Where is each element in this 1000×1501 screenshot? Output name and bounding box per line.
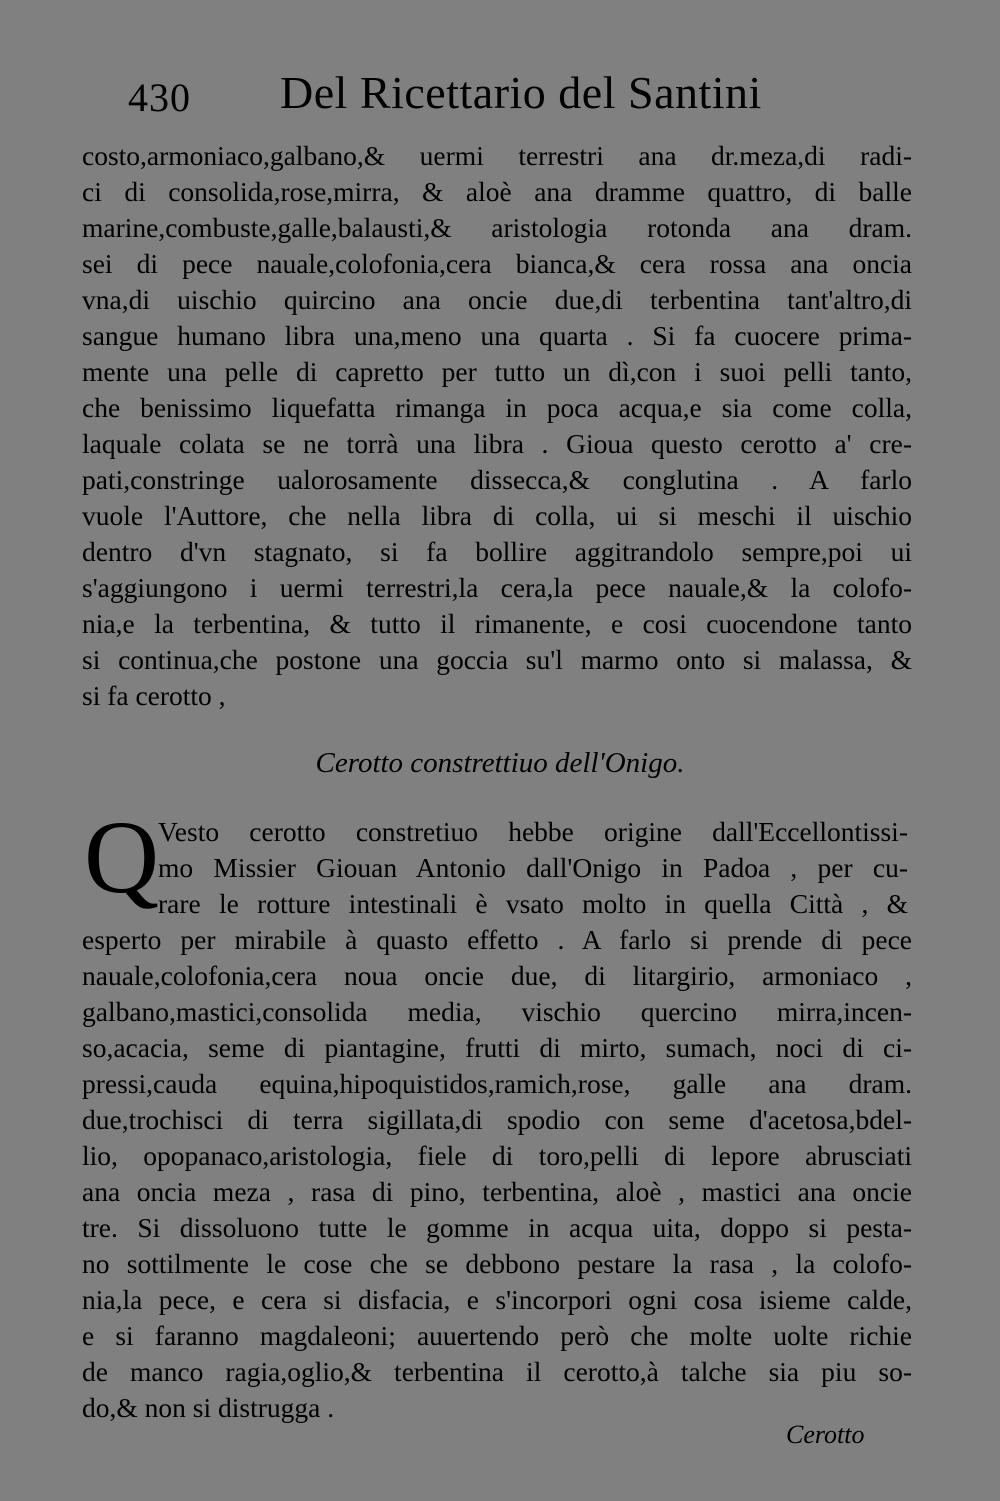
text-line: pressi,cauda equina,hipoquistidos,ramich,rose, galle ana dram. — [82, 1068, 912, 1099]
text-line: due,trochisci di terra sigillata,di spodio con seme d'acetosa,bdel- — [82, 1104, 912, 1135]
text-line: costo,armoniaco,galbano,& uermi terrestri ana dr.meza,di radi- — [82, 140, 912, 171]
catchword: Cerotto — [786, 1420, 865, 1449]
text-line: rare le rotture intestinali è vsato molto in quella Città , & — [158, 888, 908, 919]
text-line: esperto per mirabile à quasto effetto . A farlo si prende di pece — [82, 924, 912, 955]
text-line: de manco ragia,oglio,& terbentina il cerotto,à talche sia piu so- — [82, 1356, 912, 1387]
page-number: 430 — [128, 75, 191, 120]
text-line: nauale,colofonia,cera noua oncie due, di litargirio, armoniaco , — [82, 960, 912, 991]
text-line: galbano,mastici,consolida media, vischio quercino mirra,incen- — [82, 996, 912, 1027]
text-line: ana oncia meza , rasa di pino, terbentina, aloè , mastici ana oncie — [82, 1176, 912, 1207]
text-line: e si faranno magdaleoni; auuertendo però che molte uolte richie — [82, 1320, 912, 1351]
text-line: sei di pece nauale,colofonia,cera bianca,& cera rossa ana oncia — [82, 248, 912, 279]
text-line: laquale colata se ne torrà una libra . Gioua questo cerotto a' cre- — [82, 428, 912, 459]
text-line: Vesto cerotto constretiuo hebbe origine dall'Eccellontissi- — [158, 816, 908, 847]
text-line: nia,la pece, e cera si disfacia, e s'incorpori ogni cosa isieme calde, — [82, 1284, 912, 1315]
text-line: vuole l'Auttore, che nella libra di colla, ui si meschi il uischio — [82, 500, 912, 531]
text-line: che benissimo liquefatta rimanga in poca acqua,e sia come colla, — [82, 392, 912, 423]
text-line: pati,constringe ualorosamente dissecca,& conglutina . A farlo — [82, 464, 912, 495]
text-line: marine,combuste,galle,balausti,& aristologia rotonda ana dram. — [82, 212, 912, 243]
section-heading: Cerotto constrettiuo dell'Onigo. — [315, 747, 685, 779]
text-line: si continua,che postone una goccia su'l marmo onto si malassa, & — [82, 644, 912, 675]
text-line: ci di consolida,rose,mirra, & aloè ana dramme quattro, di balle — [82, 176, 912, 207]
text-line: mente una pelle di capretto per tutto un dì,con i suoi pelli tanto, — [82, 356, 912, 387]
text-line: lio, opopanaco,aristologia, fiele di toro,pelli di lepore abrusciati — [82, 1140, 912, 1171]
text-line: no sottilmente le cose che se debbono pestare la rasa , la colofo- — [82, 1248, 912, 1279]
text-line: nia,e la terbentina, & tutto il rimanente, e cosi cuocendone tanto — [82, 608, 912, 639]
page-header — [128, 66, 768, 126]
text-line: s'aggiungono i uermi terrestri,la cera,la pece nauale,& la colofo- — [82, 572, 912, 603]
text-line: sangue humano libra una,meno una quarta . Si fa cuocere prima- — [82, 320, 912, 351]
text-line: dentro d'vn stagnato, si fa bollire aggitrandolo sempre,poi ui — [82, 536, 912, 567]
running-title: Del Ricettario del Santini — [280, 67, 762, 118]
text-line: tre. Si dissoluono tutte le gomme in acqua uita, doppo si pesta- — [82, 1212, 912, 1243]
text-line: mo Missier Giouan Antonio dall'Onigo in Padoa , per cu- — [158, 852, 908, 883]
drop-cap: Q — [84, 800, 160, 915]
text-line: vna,di uischio quircino ana oncie due,di terbentina tant'altro,di — [82, 284, 912, 315]
text-line: do,& non si distrugga . — [82, 1392, 335, 1423]
text-line: so,acacia, seme di piantagine, frutti di mirto, sumach, noci di ci- — [82, 1032, 912, 1063]
text-line: si fa cerotto , — [82, 680, 226, 711]
